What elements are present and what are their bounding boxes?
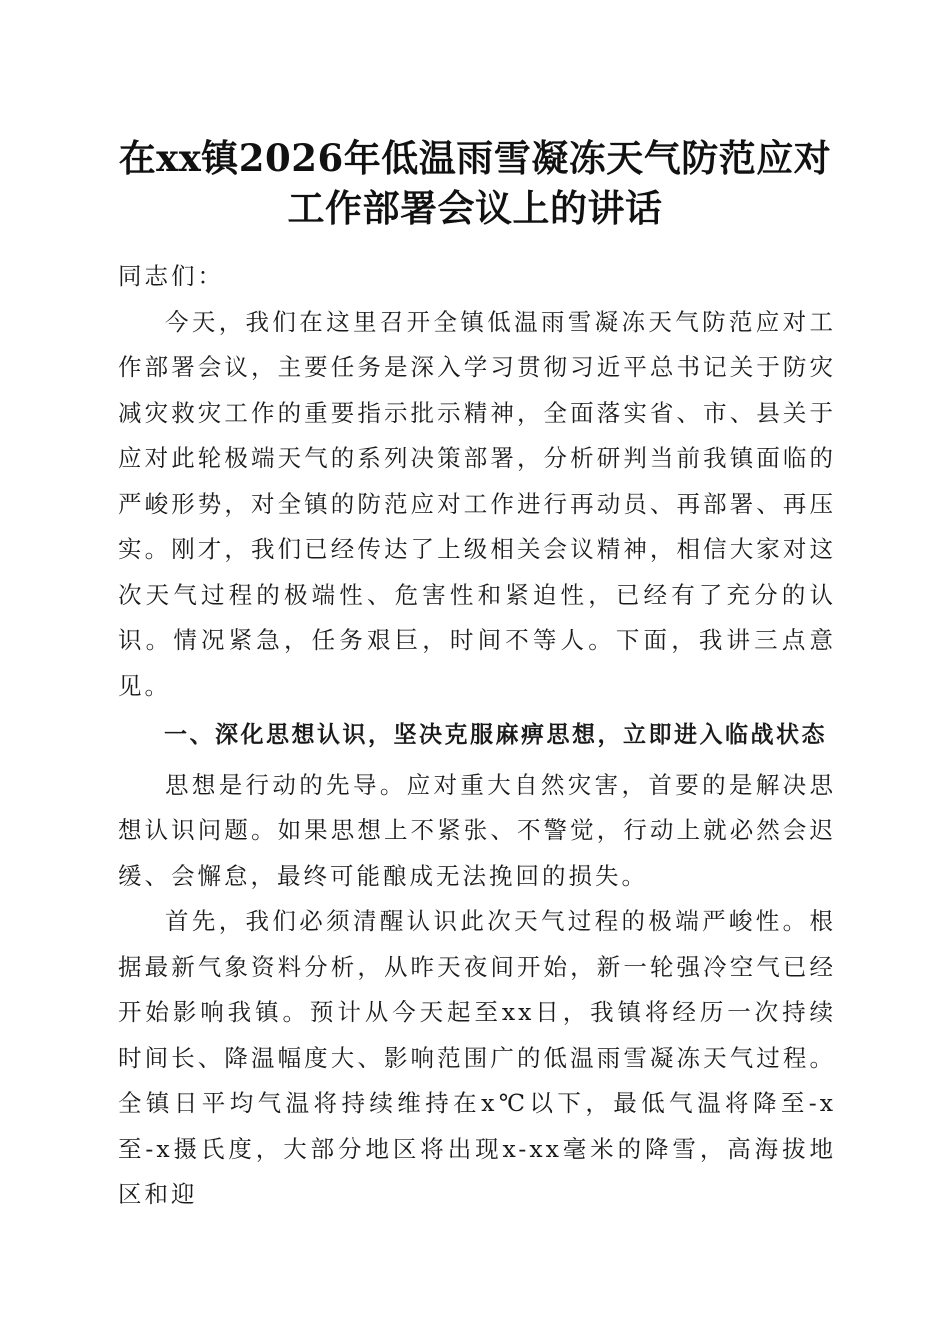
document-title: 在xx镇2026年低温雨雪凝冻天气防范应对工作部署会议上的讲话 (118, 136, 832, 230)
document-body (118, 254, 836, 1218)
section-heading-1: 一、深化思想认识，坚决克服麻痹思想，立即进入临战状态 (164, 722, 827, 748)
paragraph-thought: 思想是行动的先导。应对重大自然灾害，首要的是解决思想认识问题。如果思想上不紧张、不警觉，行动上就必然会迟缓、会懈怠，最终可能酿成无法挽回的损失。 (118, 770, 836, 890)
greeting: 同志们： (118, 262, 224, 290)
paragraph-intro: 今天，我们在这里召开全镇低温雨雪凝冻天气防范应对工作部署会议，主要任务是深入学习贯彻习近平总书记关于防灾减灾救灾工作的重要指示批示精神，全面落实省、市、县关于应对此轮极端天气的系列决策部署，分析研判当前我镇面临的严峻形势，对全镇的防范应对工作进行再动员、再部署、再压实。刚才，我们已经传达了上级相关会议精神，相信大家对这次天气过程的极端性、危害性和紧迫性，已经有了充分的认识。情况紧急，任务艰巨，时间不等人。下面，我讲三点意见。 (118, 307, 836, 700)
paragraph-weather: 首先，我们必须清醒认识此次天气过程的极端严峻性。根据最新气象资料分析，从昨天夜间开始，新一轮强冷空气已经开始影响我镇。预计从今天起至xx日，我镇将经历一次持续时间长、降温幅度大、影响范围广的低温雨雪凝冻天气过程。全镇日平均气温将持续维持在x℃以下，最低气温将降至-x至-x摄氏度，大部分地区将出现x-xx毫米的降雪，高海拔地区和迎 (118, 907, 836, 1208)
